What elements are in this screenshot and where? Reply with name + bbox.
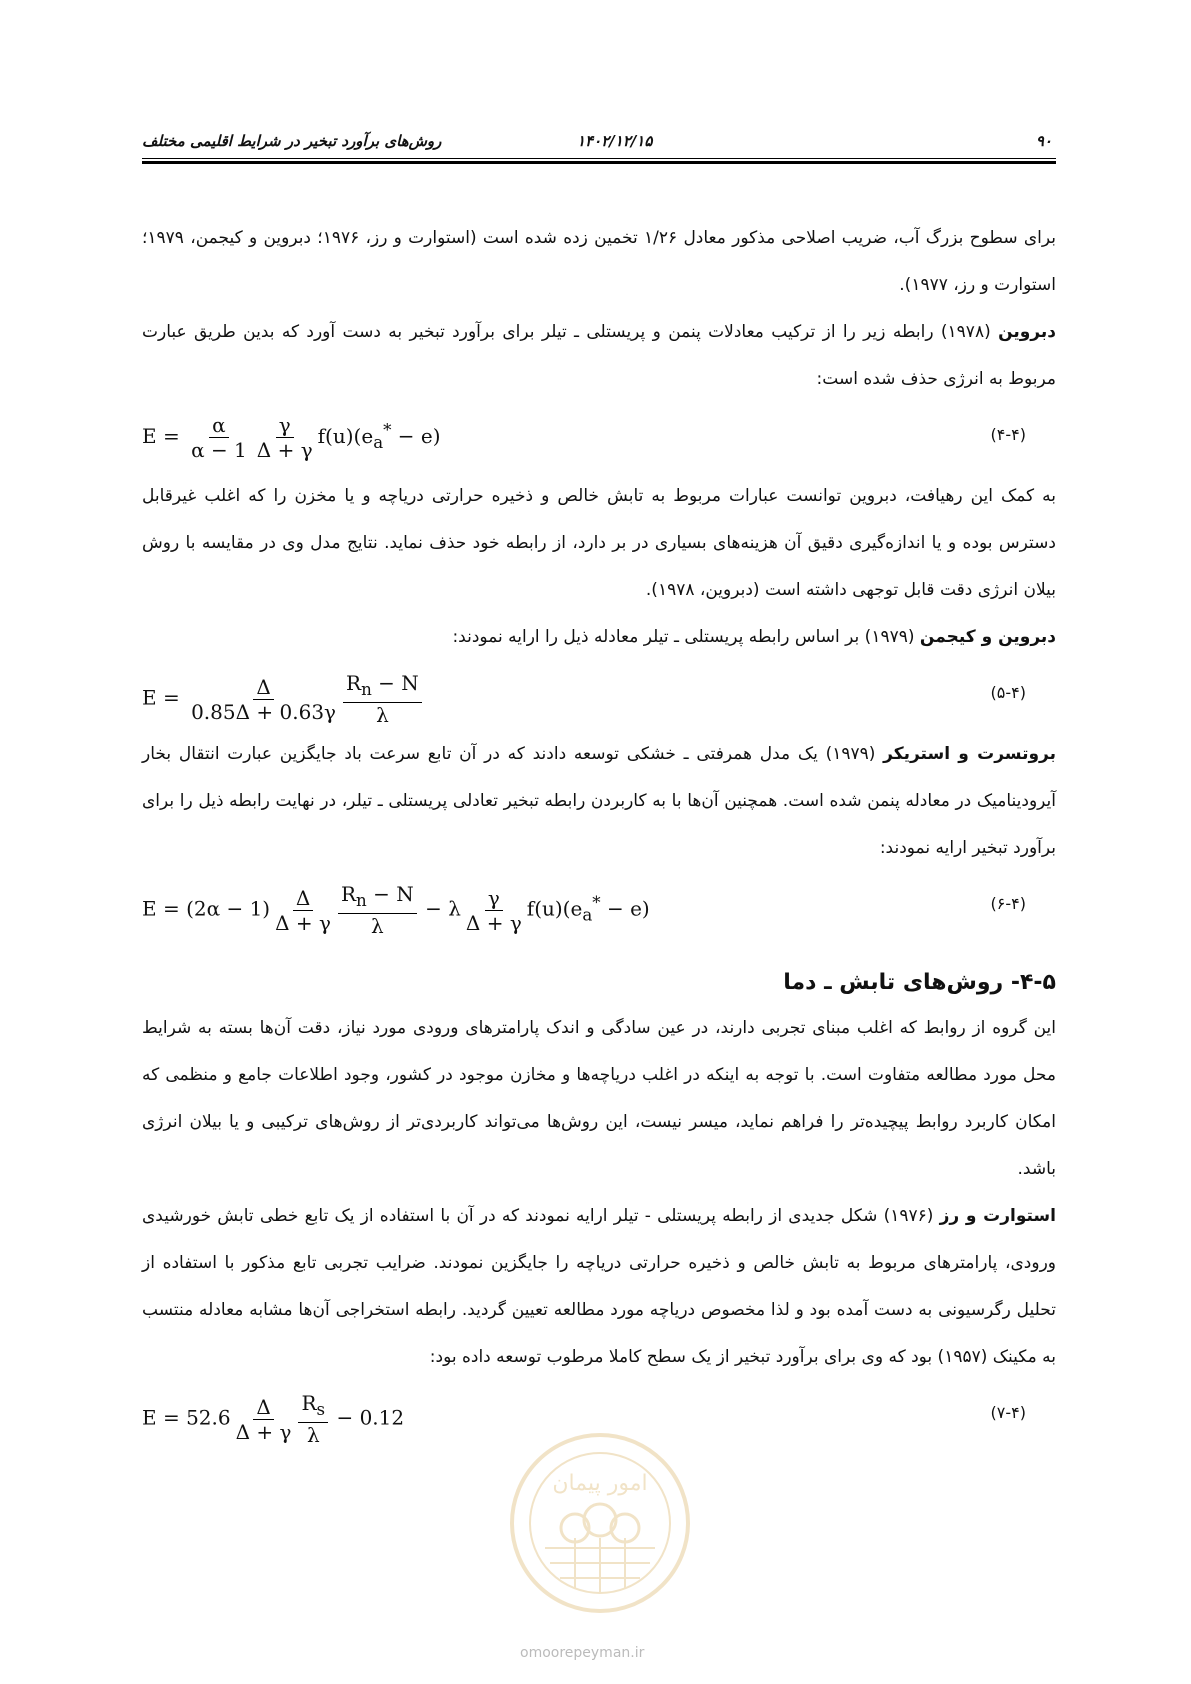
watermark-url: omoorepeyman.ir	[520, 1645, 645, 1661]
author-debruin: دبروین	[998, 322, 1056, 342]
running-title: روش‌های برآورد تبخیر در شرایط اقلیمی مختلف	[142, 132, 442, 150]
svg-text:امور پیمان: امور پیمان	[552, 1471, 648, 1496]
formula-4-4: E = $\frac{\alpha}{\alpha - 1}$ $\frac{\gamma}{\Delta + \gamma}$ $f(u)(e_a^* - e)$	[142, 413, 441, 462]
paragraph-4	[142, 614, 1056, 661]
formula-4-7: E = 52.6 $\frac{\Delta}{\Delta + \gamma}$ $\frac{R_s}{\lambda}$ − 0.12	[142, 1391, 405, 1447]
paragraph-2	[142, 309, 1056, 403]
author-debruin-keijman: دبروین و کیجمن	[919, 627, 1056, 647]
paragraph-7	[142, 1193, 1056, 1381]
header-rule-thin	[142, 158, 1056, 159]
paragraph-7-text: (۱۹۷۶) شکل جدیدی از رابطه پریستلی - تیلر ارایه نمودند که در آن با استفاده از یک تابع خطی تابش خورشیدی ورودی، پارامترهای مربوط به تابش خالص و ذخیره حرارتی دریاچه را جایگزین نمودند. ضرایب تجربی تابع مذکور با استفاده از تحلیل رگرسیونی به دست آمده بود و لذا مخصوص دریاچه مورد مطالعه تعیین گردید. رابطه استخراجی آن‌ها مشابه معادله منتسب به مکینک (۱۹۵۷) بود که وی برای برآورد تبخیر از یک سطح کاملا مرطوب توسعه داده بود:	[142, 1206, 1056, 1367]
equation-4-5	[142, 661, 1056, 731]
author-brutsaert-stricker: بروتسرت و استریکر	[883, 744, 1056, 764]
equation-4-6	[142, 872, 1056, 942]
paragraph-3: به کمک این رهیافت، دبروین توانست عبارات مربوط به تابش خالص و ذخیره حرارتی دریاچه و یا مخزن را که اغلب غیرقابل دسترس بوده و یا اندازه‌گیری دقیق آن هزینه‌های بسیاری در بر دارد، از رابطه خود حذف نماید. نتایج مدل وی در مقایسه با روش بیلان انرژی دقت قابل توجهی داشته است (دبروین، ۱۹۷۸).	[142, 486, 1056, 600]
page-content	[142, 215, 1056, 1451]
author-stewart-rouse: استوارت و رز	[939, 1206, 1056, 1226]
equation-number-4-7: (۷-۴)	[990, 1403, 1026, 1422]
paragraph-5	[142, 731, 1056, 872]
equation-number-4-4: (۴-۴)	[990, 425, 1026, 444]
equation-number-4-6: (۶-۴)	[990, 894, 1026, 913]
formula-4-6: E = (2α − 1) $\frac{\Delta}{\Delta + \gamma}$ $\frac{R_n - N}{\lambda}$ − λ $\frac{\gamma}{\Delta + \gamma}$ $f(u)(e_a^* - e)$	[142, 882, 650, 938]
paragraph-1: برای سطوح بزرگ آب، ضریب اصلاحی مذکور معادل ۱/۲۶ تخمین زده شده است (استوارت و رز، ۱۹۷۶؛ دبروین و کیجمن، ۱۹۷۹؛ استوارت و رز، ۱۹۷۷).	[142, 228, 1056, 295]
paragraph-6: این گروه از روابط که اغلب مبنای تجربی دارند، در عین سادگی و اندک پارامترهای ورودی مورد نیاز، دقت آن‌ها بسته به شرایط محل مورد مطالعه متفاوت است. با توجه به اینکه در اغلب دریاچه‌ها و مخازن موجود در کشور، وجود اطلاعات جامع و منظمی که امکان کاربرد روابط پیچیده‌تر را فراهم نماید، میسر نیست، این روش‌ها می‌تواند کاربردی‌تر از روش‌های ترکیبی و یا بیلان انرژی باشد.	[142, 1018, 1056, 1179]
paragraph-5-text: (۱۹۷۹) یک مدل همرفتی ـ خشکی توسعه دادند که در آن تابع سرعت باد جایگزین عبارت انتقال بخار آیرودینامیک در معادله پنمن شده است. همچنین آن‌ها با به کاربردن رابطه تبخیر تعادلی پریستلی ـ تیلر، در نهایت رابطه ذیل را برای برآورد تبخیر ارایه نمودند:	[142, 744, 1056, 858]
equation-number-4-5: (۵-۴)	[990, 683, 1026, 702]
header-rule	[142, 161, 1056, 164]
paragraph-4-text: (۱۹۷۹) بر اساس رابطه پریستلی ـ تیلر معادله ذیل را ارایه نمودند:	[452, 627, 920, 647]
equation-4-4	[142, 403, 1056, 473]
header-date: ۱۴۰۲/۱۲/۱۵	[577, 132, 653, 150]
watermark-logo-icon	[505, 1428, 695, 1618]
section-heading: ۴-۵- روش‌های تابش ـ دما	[783, 970, 1056, 995]
page-header	[142, 128, 1056, 164]
formula-4-5: E = $\frac{\Delta}{0.85\Delta + 0.63\gamma}$ $\frac{R_n - N}{\lambda}$	[142, 671, 424, 727]
paragraph-2-text: (۱۹۷۸) رابطه زیر را از ترکیب معادلات پنمن و پریستلی ـ تیلر برای برآورد تبخیر به دست آورد که بدین طریق عبارت مربوط به انرژی حذف شده است:	[142, 322, 1056, 389]
page-number: ۹۰	[1035, 132, 1052, 150]
